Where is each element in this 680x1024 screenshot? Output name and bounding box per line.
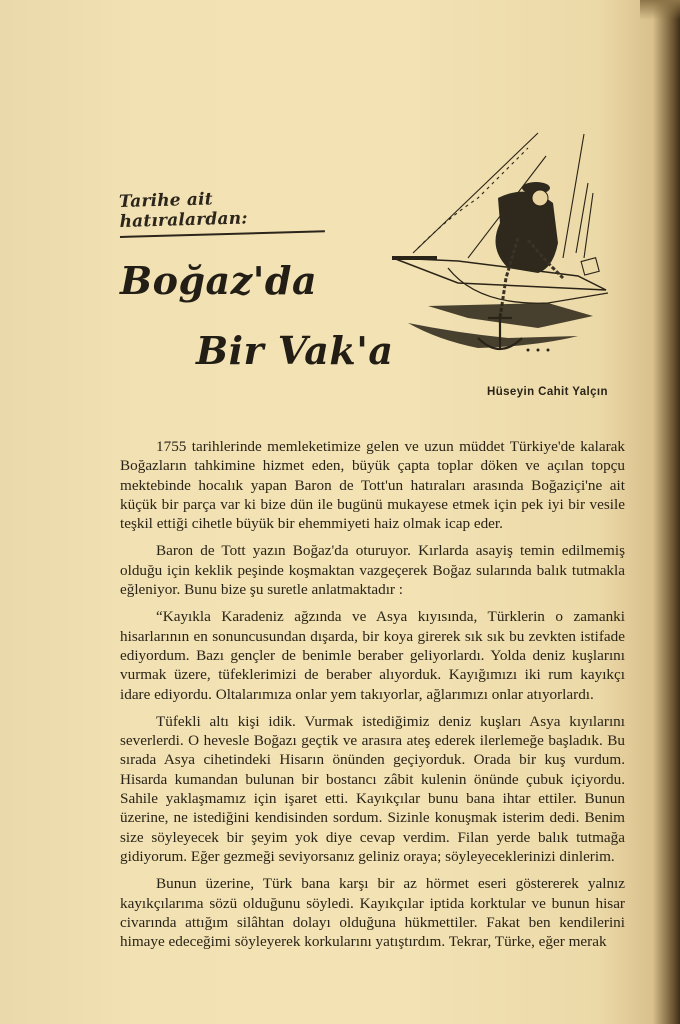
paragraph: 1755 tarihlerinde memleketimize gelen ve uzun müddet Türkiye'de kalarak Boğazların tahkimine hizmet eden, büyük çapta toplar döken ve açılan topçu mektebinde hocalık yapan Baron de Tott'un hatıraları arasında Boğaziçi'ne ait küçük bir parça var ki bize dün ile bugünü mukayese etmek için pek iyi bir vesile teşkil ettiği cihetle büyük bir ehemmiyeti haiz olmak icap eder.	[120, 438, 625, 533]
article-kicker: Tarihe ait hatıralardan:	[119, 186, 325, 238]
article-title-line-1: Boğaz'da	[120, 258, 318, 303]
article-title-line-2: Bir Vak'a	[196, 328, 394, 373]
sailor-anchor-boat-illustration-icon	[388, 128, 624, 360]
article-body	[120, 437, 625, 957]
paragraph: “Kayıkla Karadeniz ağzında ve Asya kıyısında, Türklerin o zamanki hisarlarının en sonuncusundan dışarda, bir koya girerek sık sık bu zevkten istifade ediyordum. Bazı gençler de benimle beraber geliyorlardı. Yolda deniz kuşlarını vurmak üzere, tüfeklerimizi de beraber alıyorduk. Kayığımızı iki rum kayıkçı idare ediyordu. Oltalarımıza onlar yem takıyorlar, ağlarımızı onlar atıyorlardı.	[120, 608, 625, 703]
page-edge-shadow	[640, 0, 680, 20]
paragraph: Tüfekli altı kişi idik. Vurmak istediğimiz deniz kuşları Asya kıyılarını severlerdi. O hevesle Boğazı geçtik ve arasıra ateş ederek ilerlemeğe başladık. Bu sırada Asya cihetindeki Hisarın önünden geçiyorduk. Orada bir kuş vurdum. Hisarda kumandan bulunan bir bostancı zâbit kulenin önünde çubuk içiyordu. Sahile yaklaşmamız için işaret etti. Kayıkçılar bunu bana ihtar ettiler. Bunun üzerine, ne istediğini kendisinden sordum. Sizinle konuşmak isterim dedi. Benim size söyleyecek bir şeyim yok diye cevap verdim. Filan yerde balık tutmağa gidiyorum. Eğer gezmeği seviyorsanız geliniz oraya; söyleyeceklerinizi dinlerim.	[120, 712, 625, 865]
paragraph: Baron de Tott yazın Boğaz'da oturuyor. Kırlarda asayiş temin edilmemiş olduğu için keklik peşinde koşmaktan vazgeçerek Boğaz sularında balık tutmakla eğleniyor. Bunu bize şu suretle anlatmaktadır :	[120, 542, 625, 599]
article-author: Hüseyin Cahit Yalçın	[487, 386, 608, 398]
paragraph: Bunun üzerine, Türk bana karşı bir az hörmet eseri göstererek yalnız kayıkçılarıma sözü olduğunu söyledi. Kayıkçılar iptida korktular ve bunun hisar civarında attığım silâhtan dolayı olduğuna hükmettiler. Fakat ben kendilerini himaye edeceğimi söyleyerek korkularını yatıştırdım. Tekrar, Türke, eğer merak	[120, 875, 625, 951]
